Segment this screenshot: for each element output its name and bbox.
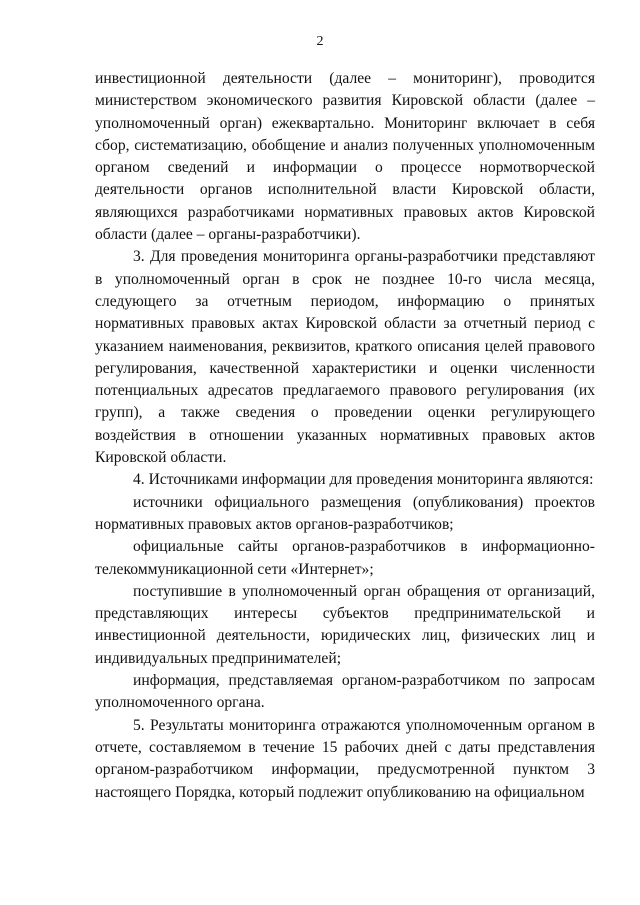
paragraph-source-publication: источники официального размещения (опубликования) проектов нормативных правовых актов органов-разработчиков; xyxy=(95,493,595,533)
paragraph-source-appeals: поступившие в уполномоченный орган обращения от организаций, представляющих интересы субъектов предпринимательской и инвестиционной деятельности, юридических лиц, физических лиц и индивидуальных предпринимателей; xyxy=(95,582,595,667)
page-number: 2 xyxy=(316,34,324,49)
paragraph-item-5: 5. Результаты мониторинга отражаются уполномоченным органом в отчете, составляемом в течение 15 рабочих дней с даты представления органом-разработчиком информации, предусмотренной пунктом 3 настоящего Порядка, который подлежит опубликованию на официальном xyxy=(95,716,595,801)
paragraph-source-websites: официальные сайты органов-разработчиков в информационно-телекоммуникационной сети «Интернет»; xyxy=(95,538,595,578)
paragraph-continuation: инвестиционной деятельности (далее – мониторинг), проводится министерством экономического развития Кировской области (далее – уполномоченный орган) ежеквартально. Мониторинг включает в себя сбор, систематизацию, обобщение и анализ полученных уполномоченным органом сведений и информации о процессе нормотворческой деятельности органов исполнительной власти Кировской области, являющихся разработчиками нормативных правовых актов Кировской области (далее – органы-разработчики). xyxy=(95,70,595,244)
paragraph-source-requests: информация, представляемая органом-разработчиком по запросам уполномоченного органа. xyxy=(95,672,595,712)
paragraph-item-4: 4. Источниками информации для проведения мониторинга являются: xyxy=(133,471,594,489)
document-body xyxy=(95,68,595,804)
paragraph-item-3: 3. Для проведения мониторинга органы-разработчики представляют в уполномоченный орган в срок не позднее 10-го числа месяца, следующего за отчетным периодом, информацию о принятых нормативных правовых актах Кировской области за отчетный период с указанием наименования, реквизитов, краткого описания целей правового регулирования, качественной характеристики и оценки численности потенциальных адресатов предлагаемого правового регулирования (их групп), а также сведения о проведении оценки регулирующего воздействия в отношении указанных нормативных правовых актов Кировской области. xyxy=(95,248,595,467)
